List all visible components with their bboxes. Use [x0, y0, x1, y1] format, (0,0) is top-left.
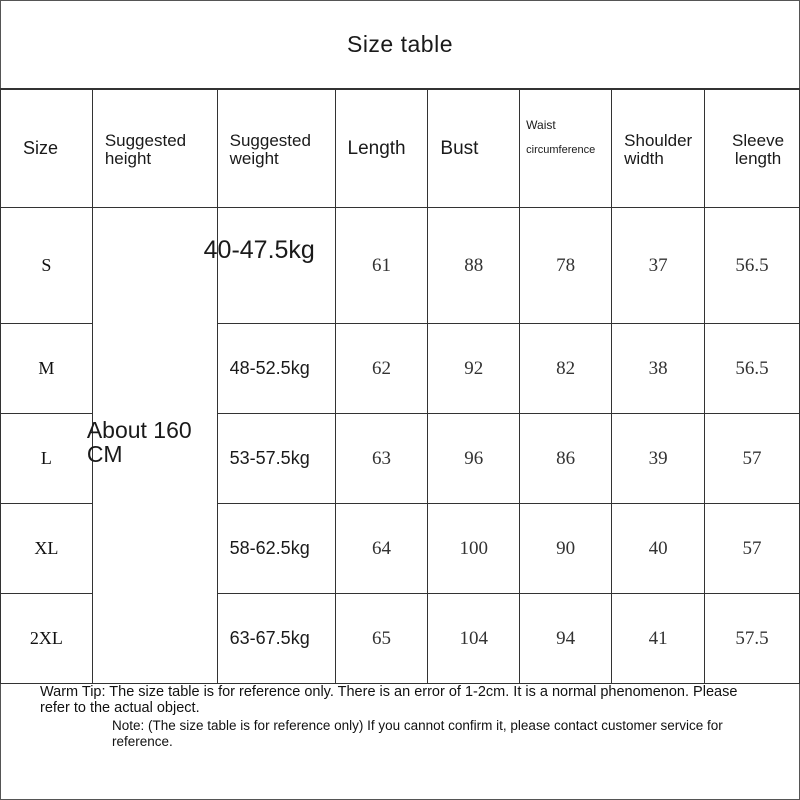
shoulder-cell: 40 [612, 504, 705, 594]
header-size: Size [1, 90, 93, 208]
sleeve-cell: 57 [705, 504, 800, 594]
header-height: Suggested height [92, 90, 217, 208]
size-cell: S [1, 208, 93, 324]
header-weight: Suggested weight [217, 90, 335, 208]
waist-cell: 86 [520, 414, 612, 504]
length-cell: 61 [335, 208, 428, 324]
table-row [1, 208, 800, 324]
weight-cell: 48-52.5kg [217, 324, 335, 414]
waist-cell: 78 [520, 208, 612, 324]
header-length: Length [335, 90, 428, 208]
header-waist-line1: Waist [526, 118, 556, 132]
bust-cell: 100 [428, 504, 520, 594]
bust-cell: 96 [428, 414, 520, 504]
shoulder-cell: 39 [612, 414, 705, 504]
size-cell: M [1, 324, 93, 414]
size-cell: 2XL [1, 594, 93, 684]
waist-cell: 94 [520, 594, 612, 684]
header-row [1, 90, 800, 208]
length-cell: 65 [335, 594, 428, 684]
page-title: Size table [346, 30, 453, 57]
header-bust: Bust [428, 90, 520, 208]
waist-cell: 90 [520, 504, 612, 594]
sleeve-cell: 57 [705, 414, 800, 504]
size-cell: XL [1, 504, 93, 594]
shoulder-cell: 37 [612, 208, 705, 324]
length-cell: 62 [335, 324, 428, 414]
weight-cell: 63-67.5kg [217, 594, 335, 684]
shoulder-cell: 41 [612, 594, 705, 684]
shoulder-cell: 38 [612, 324, 705, 414]
waist-cell: 82 [520, 324, 612, 414]
height-value: About 160 CM [86, 417, 192, 467]
size-cell: L [1, 414, 93, 504]
weight-cell [203, 208, 335, 324]
weight-value: 40-47.5kg [203, 236, 315, 264]
weight-cell: 53-57.5kg [217, 414, 335, 504]
title-bar [0, 0, 800, 90]
length-cell: 64 [335, 504, 428, 594]
height-cell [86, 208, 217, 684]
sleeve-cell: 57.5 [705, 594, 800, 684]
header-sleeve: Sleeve length [705, 90, 800, 208]
sleeve-cell: 56.5 [705, 208, 800, 324]
bust-cell: 104 [428, 594, 520, 684]
length-cell: 63 [335, 414, 428, 504]
bust-cell: 88 [428, 208, 520, 324]
header-waist [520, 90, 612, 208]
note-text: Note: (The size table is for reference only) If you cannot confirm it, please contact customer service for reference. [112, 718, 723, 749]
header-waist-line2: circumference [526, 144, 596, 156]
weight-cell: 58-62.5kg [217, 504, 335, 594]
warm-tip-text: Warm Tip: The size table is for reference only. There is an error of 1-2cm. It is a normal phenomenon. Please refer to the actual object. [40, 684, 738, 716]
header-shoulder: Shoulder width [612, 90, 705, 208]
sleeve-cell: 56.5 [705, 324, 800, 414]
bust-cell: 92 [428, 324, 520, 414]
size-table [0, 89, 800, 684]
